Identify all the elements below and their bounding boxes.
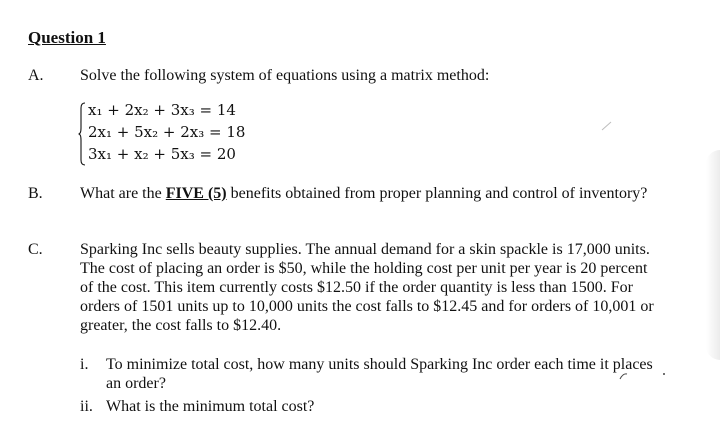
part-b-text-before: What are the [80,185,166,202]
part-c-line-1: Sparking Inc sells beauty supplies. The annual demand for a skin spackle is 17,000 units. [80,241,650,258]
part-b-emphasis: FIVE (5) [165,185,227,202]
part-a-label: A. [28,67,44,84]
equation-2: 2x₁ + 5x₂ + 2x₃ = 18 [88,123,246,141]
equation-1: x₁ + 2x₂ + 3x₃ = 14 [88,101,236,119]
subquestion-ii-line-1: What is the minimum total cost? [106,398,315,415]
part-c-line-3: of the cost. This item currently costs $12.50 if the order quantity is less than 1500. For [80,279,633,296]
subquestion-i-line-2: an order? [106,375,166,392]
scan-mark [600,120,614,132]
question-title: Question 1 [28,28,106,47]
subquestion-ii-label: ii. [80,398,93,415]
left-brace-icon [78,102,86,166]
page-edge-shadow [706,150,720,360]
part-a-prompt: Solve the following system of equations using a matrix method: [80,67,490,84]
subquestion-i-label: i. [80,356,89,373]
part-c-label: C. [28,241,43,258]
equation-3: 3x₁ + x₂ + 5x₃ = 20 [88,145,236,163]
part-c-line-5: greater, the cost falls to $12.40. [80,317,282,334]
part-c-line-4: orders of 1501 units up to 10,000 units the cost falls to $12.45 and for orders of 10,001 or [80,298,654,315]
part-b-text [80,184,647,203]
part-c-line-2: The cost of placing an order is $50, while the holding cost per unit per year is 20 percent [80,260,648,277]
scan-mark [618,370,668,382]
subquestion-i-line-1: To minimize total cost, how many units should Sparking Inc order each time it places [106,356,653,373]
part-b-label: B. [28,185,43,202]
part-b-text-after: benefits obtained from proper planning and control of inventory? [226,185,648,202]
